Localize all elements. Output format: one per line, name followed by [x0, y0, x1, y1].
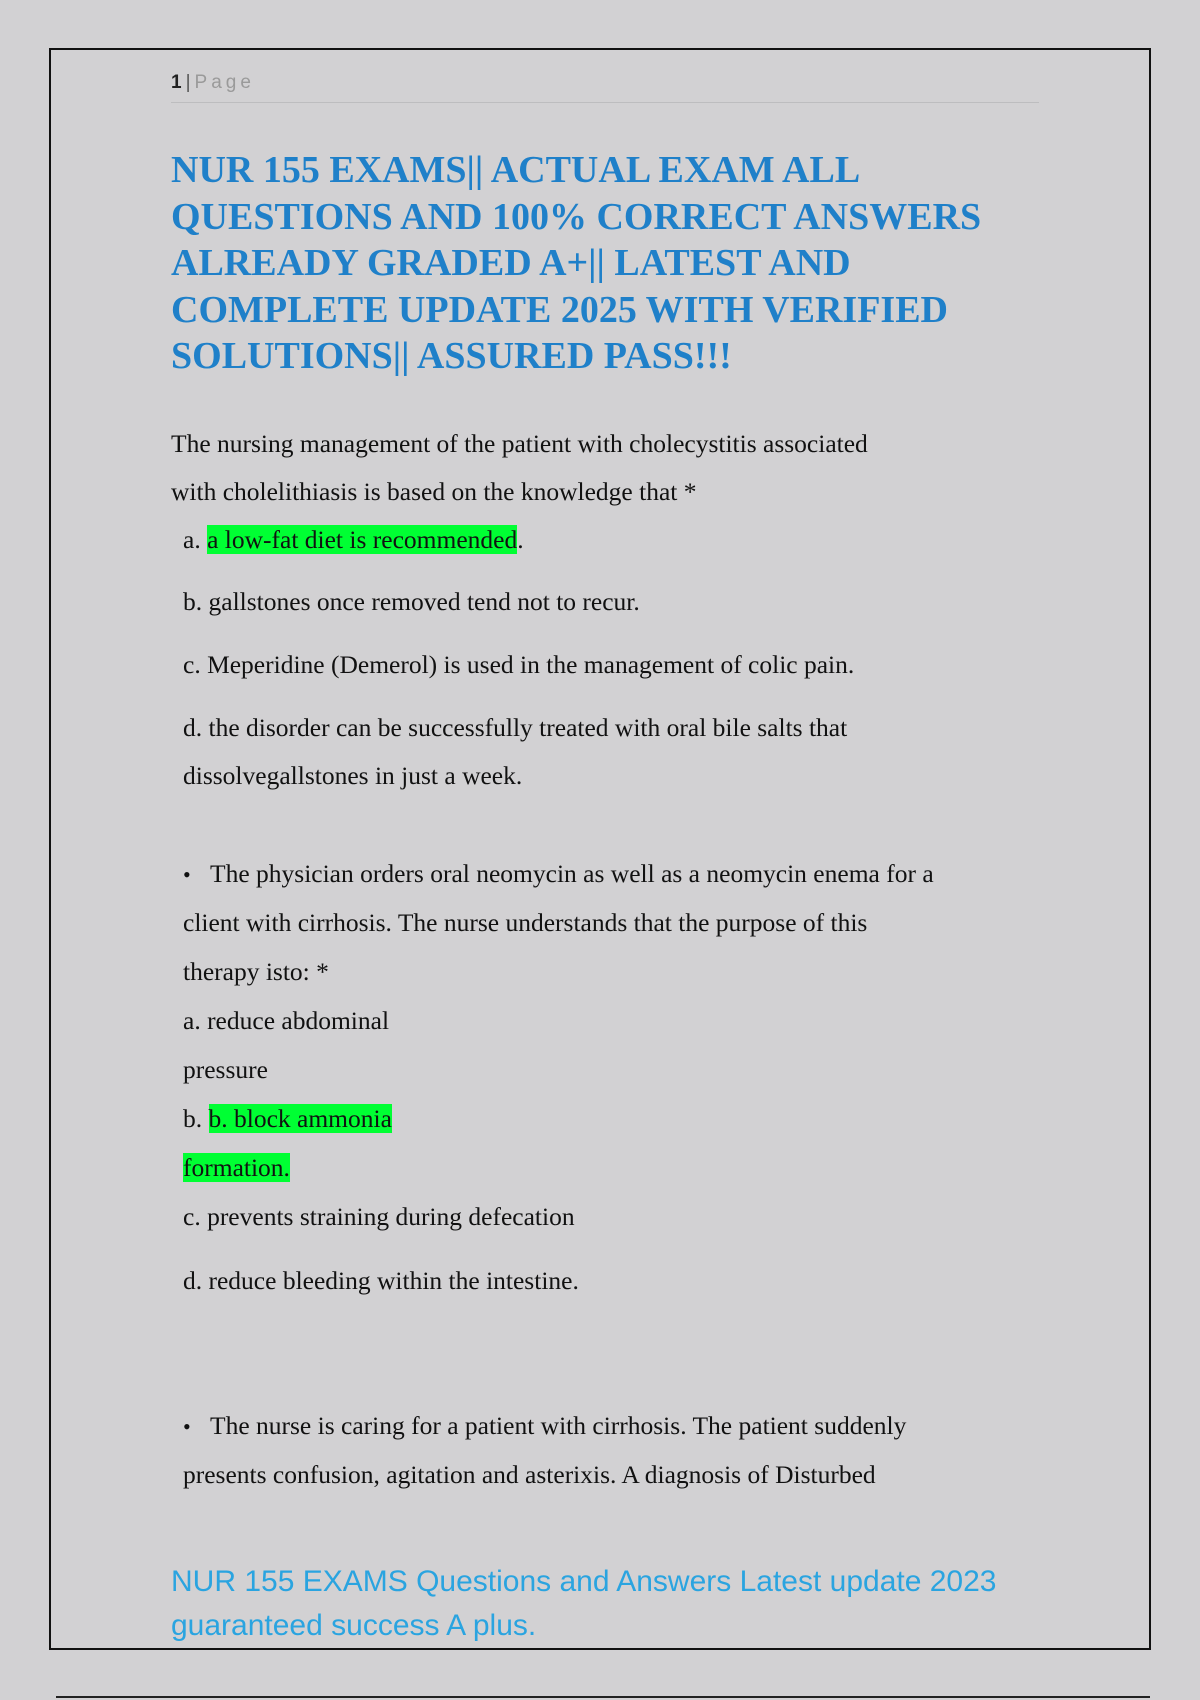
document-page [49, 48, 1151, 1650]
q2-option-a-line-1: a. reduce abdominal [183, 1006, 390, 1035]
q2-stem-line-2: client with cirrhosis. The nurse understands that the purpose of this [183, 908, 868, 937]
q1-option-a-prefix: a. [183, 525, 201, 554]
document-title: NUR 155 EXAMS|| ACTUAL EXAM ALL QUESTIONS AND 100% CORRECT ANSWERS ALREADY GRADED A+|| LATEST AND COMPLETE UPDATE 2025 WITH VERIFIED SOLUTIONS|| ASSURED PASS!!! [171, 149, 982, 377]
page-separator: | [185, 72, 191, 93]
q2-option-b-line-2 [183, 1144, 290, 1192]
q1-option-a [183, 516, 524, 564]
q2-option-b-prefix: b. [183, 1104, 203, 1133]
q3-stem-line-2: presents confusion, agitation and asterixis. A diagnosis of Disturbed [183, 1460, 876, 1489]
q2-stem-line-3: therapy isto: * [183, 957, 329, 986]
q2-option-b-highlighted-answer-line-2: formation. [183, 1153, 290, 1182]
q1-stem-line-2: with cholelithiasis is based on the knowledge that * [171, 477, 697, 506]
q2-option-d: d. reduce bleeding within the intestine. [183, 1266, 579, 1295]
bullet-point: • [183, 1414, 191, 1439]
q1-stem-line-1: The nursing management of the patient with cholecystitis associated [171, 429, 868, 458]
q2-option-a-line-2: pressure [183, 1055, 268, 1084]
q1-option-c: c. Meperidine (Demerol) is used in the management of colic pain. [183, 650, 855, 679]
q1-option-d-line-1: d. the disorder can be successfully treated with oral bile salts that [183, 713, 848, 742]
next-page-edge [56, 1696, 1150, 1698]
page-label: Page [194, 72, 255, 93]
page-footer [171, 1560, 1071, 1648]
q2-option-b [183, 1095, 392, 1143]
q2-option-b-highlighted-answer-line-1: b. block ammonia [208, 1104, 392, 1133]
footer-line-1: NUR 155 EXAMS Questions and Answers Latest update 2023 [171, 1565, 997, 1598]
q2-stem-line-1 [183, 850, 1043, 900]
q1-option-b: b. gallstones once removed tend not to recur. [183, 587, 640, 616]
q1-option-d-line-2: dissolvegallstones in just a week. [183, 761, 523, 790]
q1-option-a-highlighted-answer: a low-fat diet is recommended [207, 525, 518, 554]
q3-stem-line-1-text: The nurse is caring for a patient with cirrhosis. The patient suddenly [210, 1411, 907, 1440]
page-number: 1 [171, 72, 182, 93]
q3-stem-line-1 [183, 1402, 1043, 1452]
q2-option-c: c. prevents straining during defecation [183, 1202, 575, 1231]
q1-option-a-suffix: . [517, 525, 524, 554]
page-header [171, 72, 1039, 103]
q2-stem-line-1-text: The physician orders oral neomycin as well as a neomycin enema for a [210, 859, 934, 888]
bullet-point: • [183, 862, 191, 887]
footer-line-2: guaranteed success A plus. [171, 1609, 537, 1642]
